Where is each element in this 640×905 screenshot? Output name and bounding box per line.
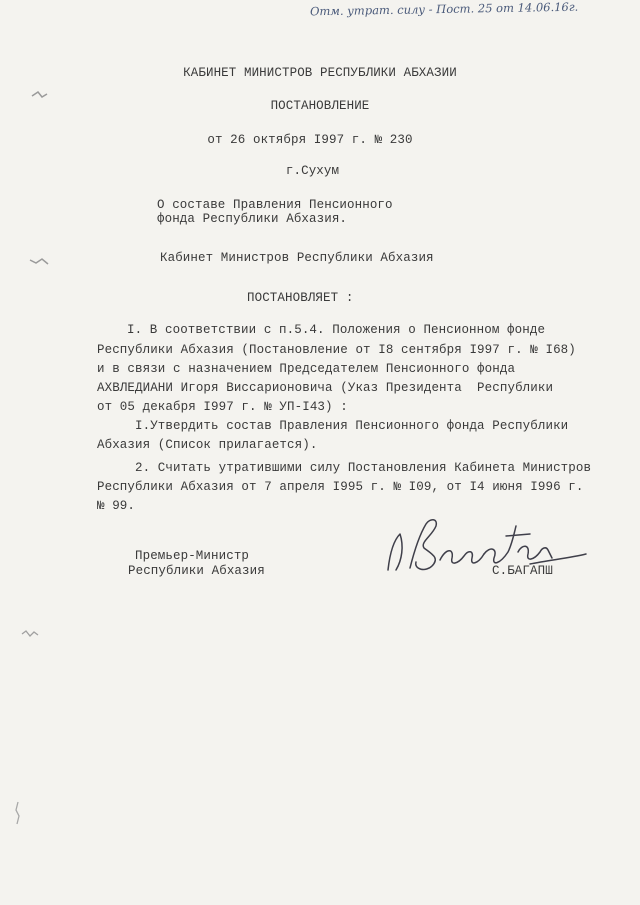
handwritten-note: Отм. утрат. силу - Пост. 25 от 14.06.16г.	[309, 0, 579, 19]
signer-title-2: Республики Абхазия	[128, 564, 265, 578]
body-line-4: АХВЛЕДИАНИ Игоря Виссарионовича (Указ Президента Республики	[97, 381, 554, 395]
scan-mark-3	[20, 628, 44, 640]
subject-line-2: фонда Республики Абхазия.	[157, 212, 348, 226]
scan-mark-2	[28, 254, 52, 268]
city: г.Сухум	[285, 164, 340, 178]
decides-heading: ПОСТАНОВЛЯЕТ :	[247, 291, 354, 305]
body-line-2: Республики Абхазия (Постановление от I8 сентября I997 г. № I68)	[97, 343, 576, 357]
signer-title-1: Премьер-Министр	[135, 549, 250, 563]
body-line-7: Абхазия (Список прилагается).	[97, 438, 318, 452]
body-line-1: I. В соответствии с п.5.4. Положения о Пенсионном фонде	[127, 323, 546, 337]
org-title: КАБИНЕТ МИНИСТРОВ РЕСПУБЛИКИ АБХАЗИИ	[183, 66, 457, 80]
signature	[380, 512, 590, 582]
body-line-5: от 05 декабря I997 г. № УП-I43) :	[97, 400, 348, 414]
body-line-8: 2. Считать утратившими силу Постановления Кабинета Министров	[135, 461, 592, 475]
signer-name: С.БАГАПШ	[492, 564, 553, 578]
scan-mark-1	[30, 88, 50, 102]
issuer: Кабинет Министров Республики Абхазия	[160, 251, 434, 265]
date-line: от 26 октября I997 г. № 230	[207, 133, 413, 147]
body-line-3: и в связи с назначением Председателем Пенсионного фонда	[97, 362, 516, 376]
body-line-9: Республики Абхазия от 7 апреля I995 г. № I09, от I4 июня I996 г.	[97, 480, 584, 494]
doc-type: ПОСТАНОВЛЕНИЕ	[270, 99, 370, 113]
scan-mark-4	[12, 800, 24, 828]
subject-line-1: О составе Правления Пенсионного	[157, 198, 393, 212]
body-line-6: I.Утвердить состав Правления Пенсионного фонда Республики	[135, 419, 569, 433]
body-line-10: № 99.	[97, 499, 136, 513]
